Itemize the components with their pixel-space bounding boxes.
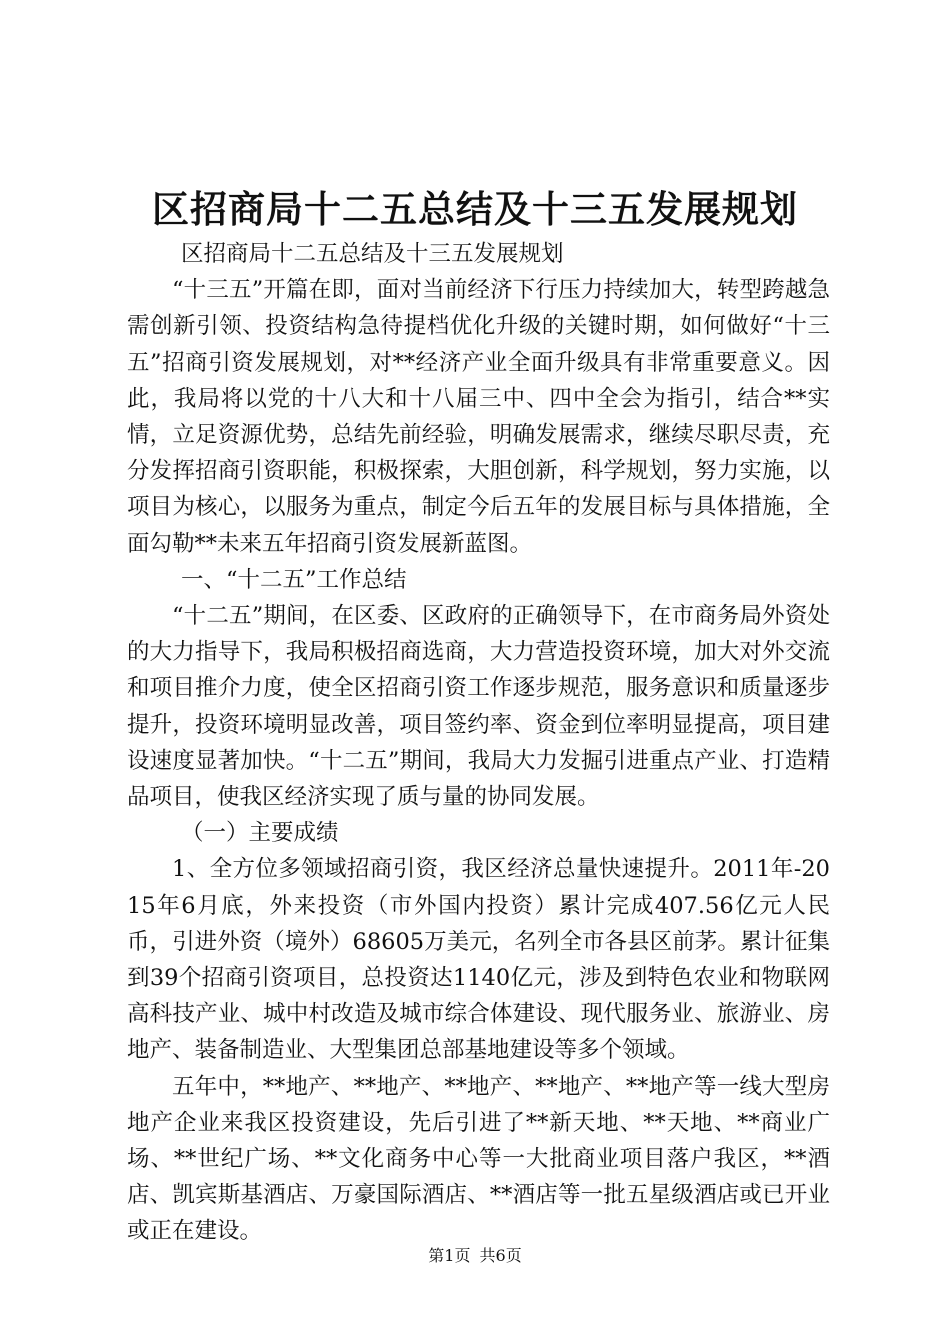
- section-heading-review: 一、“十二五”工作总结: [181, 566, 407, 593]
- subtitle-paragraph: 区招商局十二五总结及十三五发展规划: [181, 241, 564, 267]
- achievement-paragraph-1: 1、全方位多领域招商引资，我区经济总量快速提升。2011年-2015年6月底，外来投资（市外国内投资）累计完成407.56亿元人民币，引进外资（境外）68605万美元，名列全市各县区前茅。累计征集到39个招商引资项目，总投资达1140亿元，涉及到特色农业和物联网高科技产业、城中村改造及城市综合体建设、现代服务业、旅游业、房地产、装备制造业、大型集团总部基地建设等多个领域。: [127, 856, 830, 1064]
- subsection-heading-achievements: （一）主要成绩: [181, 820, 339, 847]
- page-footer: [0, 1245, 950, 1267]
- document-body: [127, 236, 830, 1250]
- document-title: 区招商局十二五总结及十三五发展规划: [152, 188, 798, 231]
- review-paragraph: “十二五”期间，在区委、区政府的正确领导下，在市商务局外资处的大力指导下，我局积极招商选商，大力营造投资环境，加大对外交流和项目推介力度，使全区招商引资工作逐步规范，服务意识和质量逐步提升，投资环境明显改善，项目签约率、资金到位率明显提高，项目建设速度显著加快。“十二五”期间，我局大力发掘引进重点产业、打造精品项目，使我区经济实现了质与量的协同发展。: [127, 603, 830, 811]
- achievement-paragraph-2: 五年中，**地产、**地产、**地产、**地产、**地产等一线大型房地产企业来我区投资建设，先后引进了**新天地、**天地、**商业广场、**世纪广场、**文化商务中心等一大批商业项目落户我区，**酒店、凯宾斯基酒店、万豪国际酒店、**酒店等一批五星级酒店或已开业或正在建设。: [127, 1073, 830, 1245]
- intro-paragraph: “十三五”开篇在即，面对当前经济下行压力持续加大，转型跨越急需创新引领、投资结构急待提档优化升级的关键时期，如何做好“十三五”招商引资发展规划，对**经济产业全面升级具有非常重要意义。因此，我局将以党的十八大和十八届三中、四中全会为指引，结合**实情，立足资源优势，总结先前经验，明确发展需求，继续尽职尽责，充分发挥招商引资职能，积极探索，大胆创新，科学规划，努力实施，以项目为核心，以服务为重点，制定今后五年的发展目标与具体措施，全面勾勒**未来五年招商引资发展新蓝图。: [127, 277, 830, 557]
- page-total: 共6页: [479, 1246, 522, 1265]
- page-number: 第1页: [428, 1246, 471, 1265]
